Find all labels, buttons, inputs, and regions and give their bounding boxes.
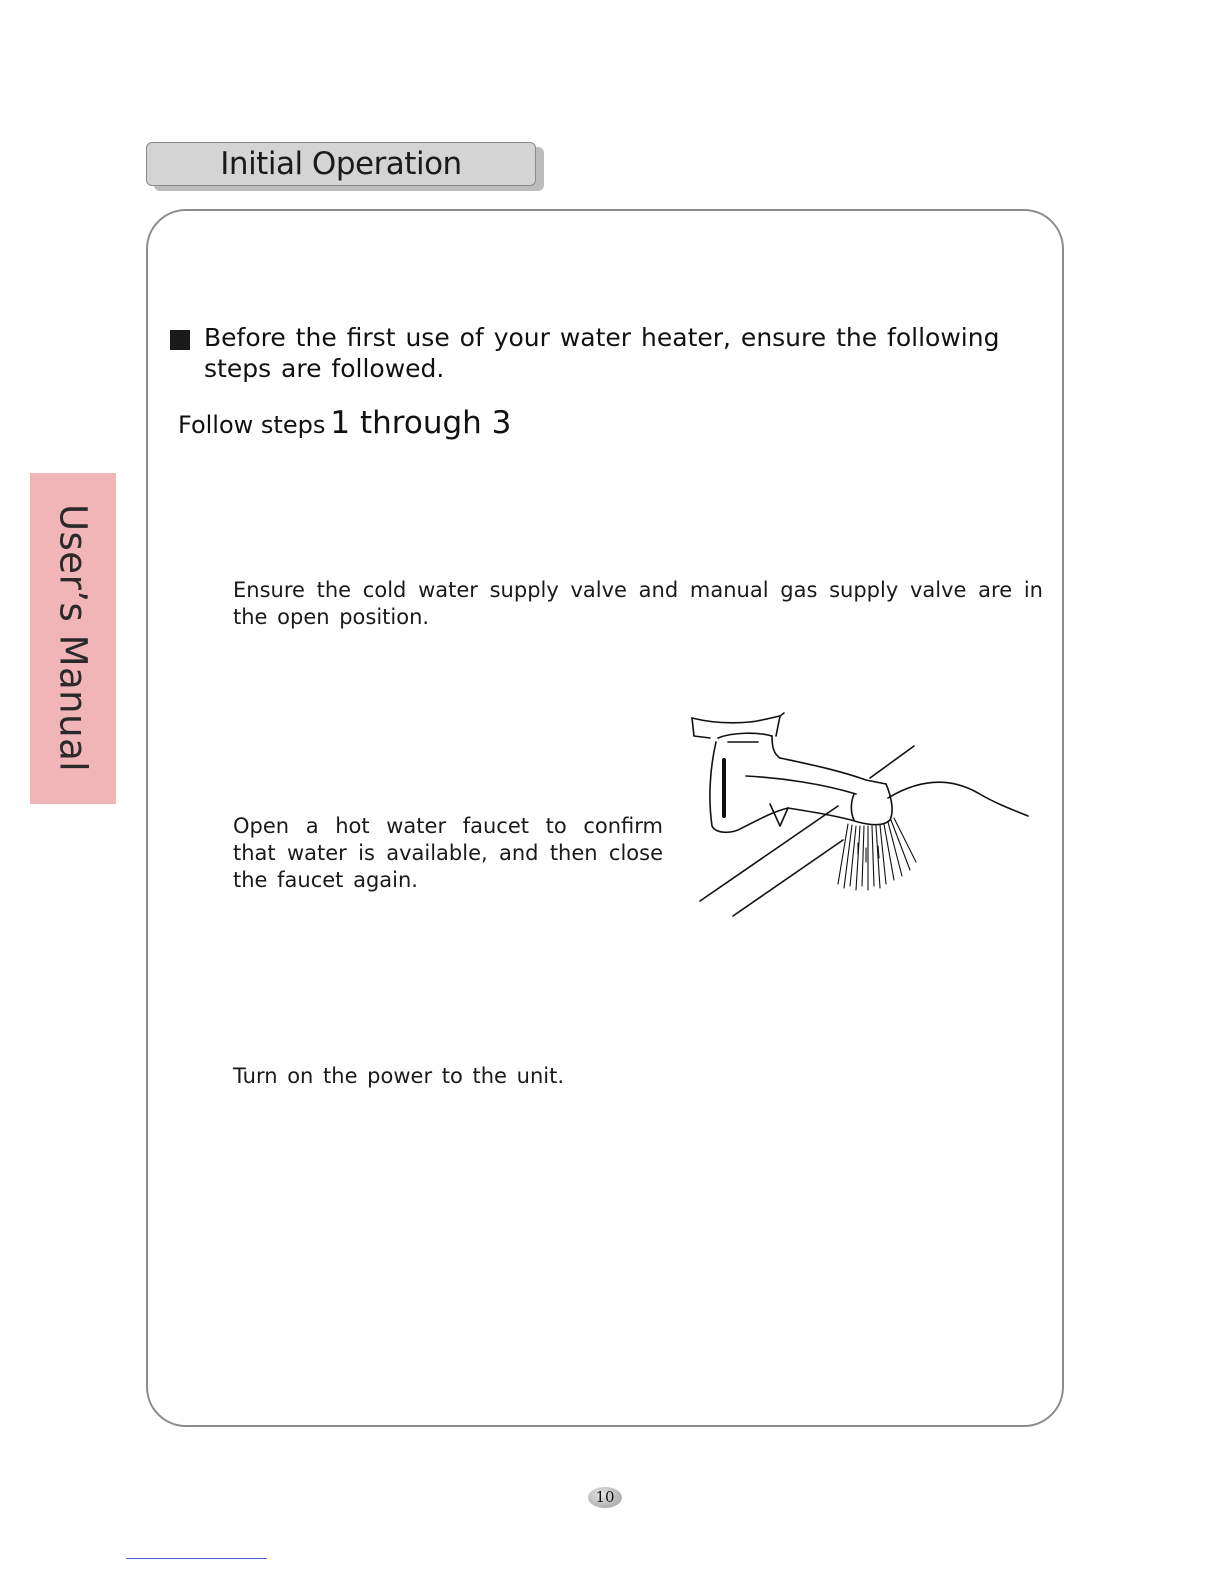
- side-tab-label: User’s Manual: [51, 503, 95, 773]
- page-number: 10: [595, 1488, 615, 1506]
- faucet-icon: [688, 708, 1038, 928]
- side-tab: [30, 473, 116, 804]
- step-3-text: Turn on the power to the unit.: [233, 1064, 565, 1088]
- bullet-square-icon: [170, 330, 190, 350]
- section-header-tab: [146, 142, 536, 186]
- step-2-text: Open a hot water faucet to confirm that water is available, and then close the faucet again.: [233, 814, 663, 892]
- follow-steps-prefix: Follow steps: [178, 411, 326, 439]
- follow-steps-heading: [178, 405, 511, 441]
- step-1-text: Ensure the cold water supply valve and manual gas supply valve are in the open position.: [233, 578, 1043, 629]
- footer-divider: [126, 1558, 267, 1559]
- follow-steps-range: 1 through 3: [330, 405, 512, 441]
- page-number-badge: [588, 1487, 622, 1508]
- section-title: Initial Operation: [220, 146, 462, 182]
- intro-text: Before the first use of your water heater, ensure the following steps are followed.: [204, 323, 1000, 383]
